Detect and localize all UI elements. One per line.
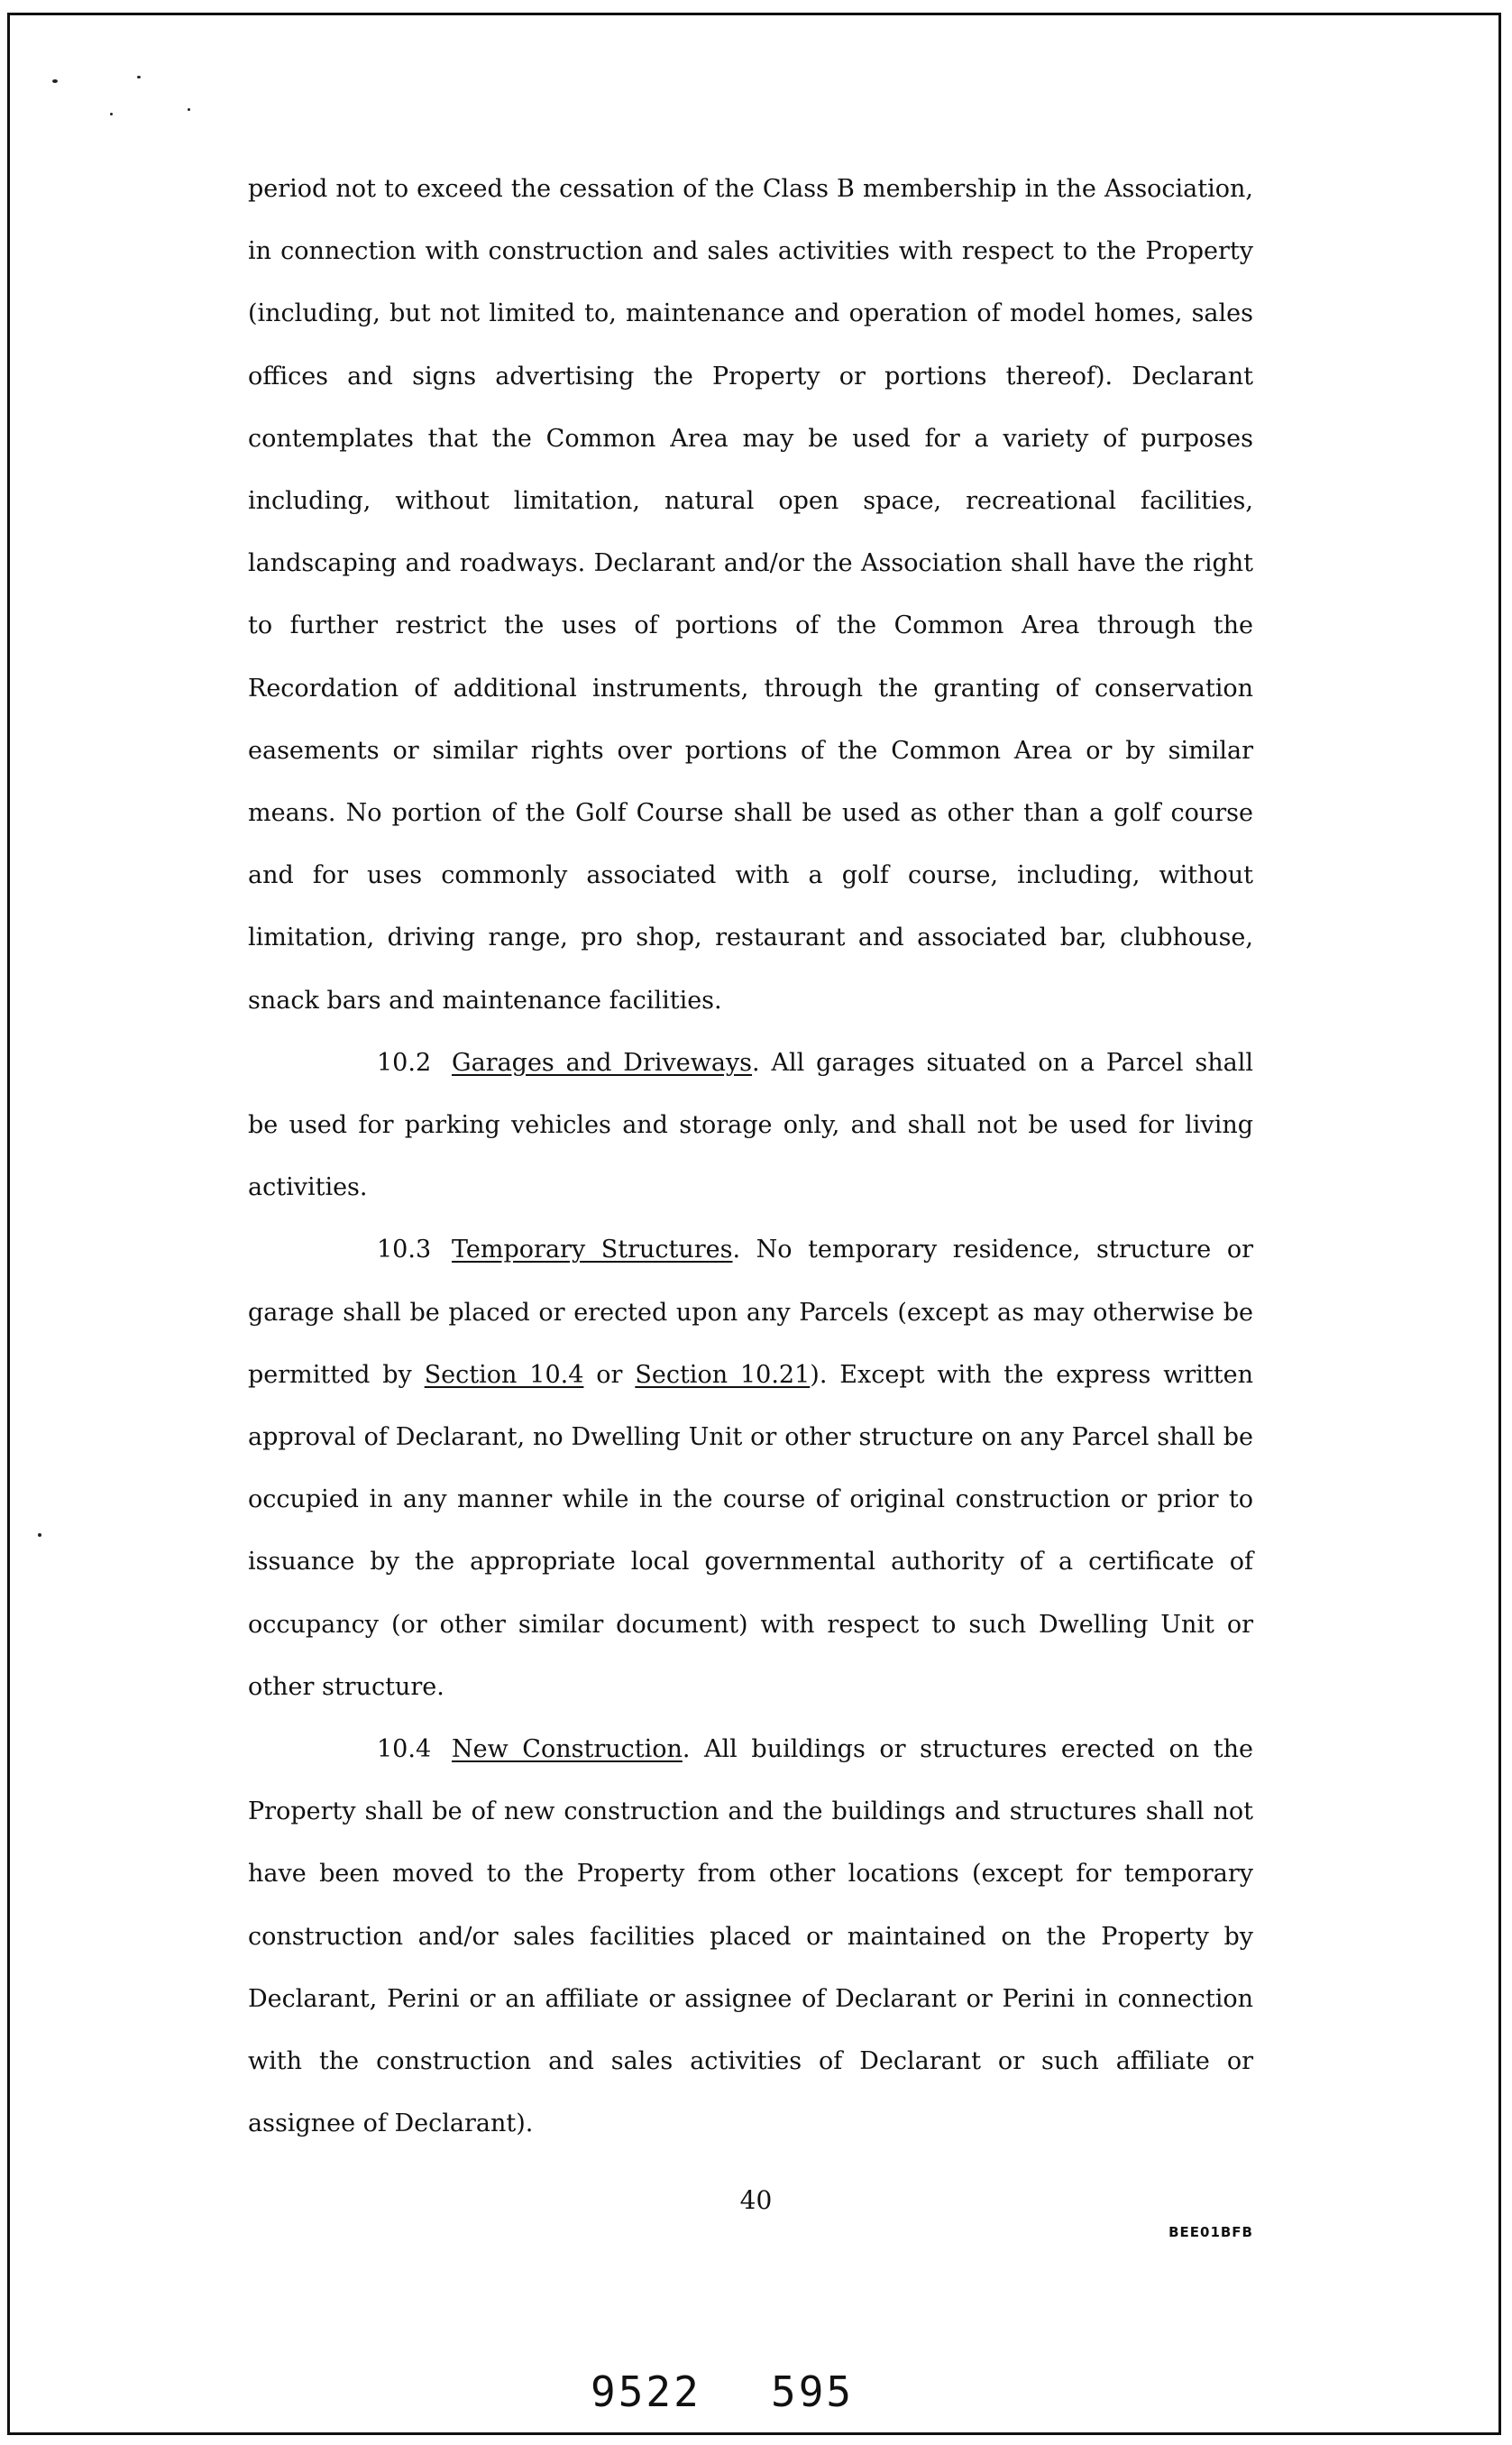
- section-number: 10.3: [377, 1236, 432, 1264]
- section-body: . All buildings or structures erected on the Property shall be of new construction and the buildings and structures shall not have been moved to the Property from other locations (except for temporary construction and/or sales facilities placed or maintained on the Property by Declarant, Perini or an affiliate or assignee of Declarant or Perini in connection with the construction and sales activities of Declarant or such affiliate or assignee of Declarant).: [248, 1735, 1254, 2138]
- section-heading: New Construction: [452, 1735, 683, 1764]
- scan-speck: [188, 108, 190, 111]
- scan-speck: [38, 1533, 41, 1537]
- section-10-4: [248, 1718, 1253, 2155]
- intro-paragraph: period not to exceed the cessation of the Class B membership in the Association, in connection with construction and sales activities with respect to the Property (including, but not limited to, maintenance and operation of model homes, sales offices and signs advertising the Property or portions thereof). Declarant contemplates that the Common Area may be used for a variety of purposes including, without limitation, natural open space, recreational facilities, landscaping and roadways. Declarant and/or the Association shall have the right to further restrict the uses of portions of the Common Area through the Recordation of additional instruments, through the granting of conservation easements or similar rights over portions of the Common Area or by similar means. No portion of the Golf Course shall be used as other than a golf course and for uses commonly associated with a golf course, including, without limitation, driving range, pro shop, restaurant and associated bar, clubhouse, snack bars and maintenance facilities.: [248, 175, 1253, 1015]
- section-10-3: [248, 1218, 1253, 1718]
- section-body: . All garages situated on a Parcel shall be used for parking vehicles and storage only, and shall not be used for living activities.: [248, 1048, 1253, 1202]
- document-code: BEE01BFB: [1168, 2224, 1253, 2240]
- bates-stamp-left: 9522: [591, 2367, 701, 2416]
- section-body: . No temporary residence, structure or garage shall be placed or erected upon any Parcels (except as may otherwise be permitted by: [248, 1236, 1253, 1389]
- section-10-2: [248, 1032, 1253, 1219]
- section-reference[interactable]: Section 10.21: [635, 1360, 811, 1389]
- page-number: 40: [739, 2185, 773, 2215]
- scan-speck: [52, 79, 58, 83]
- scan-speck: [137, 76, 141, 78]
- section-number: 10.4: [377, 1735, 432, 1764]
- document-body: [248, 158, 1253, 2155]
- section-body: ). Except with the express written approval of Declarant, no Dwelling Unit or other structure on any Parcel shall be occupied in any manner while in the course of original construction or prior to issuance by the appropriate local governmental authority of a certificate of occupancy (or other similar document) with respect to such Dwelling Unit or other structure.: [248, 1360, 1254, 1701]
- section-number: 10.2: [377, 1048, 432, 1077]
- section-heading: Garages and Driveways: [452, 1048, 753, 1077]
- scan-speck: [110, 113, 113, 115]
- section-reference[interactable]: Section 10.4: [424, 1360, 584, 1389]
- bates-stamp-right: 595: [771, 2367, 855, 2416]
- reference-join: or: [583, 1360, 636, 1389]
- section-heading: Temporary Structures: [452, 1236, 733, 1264]
